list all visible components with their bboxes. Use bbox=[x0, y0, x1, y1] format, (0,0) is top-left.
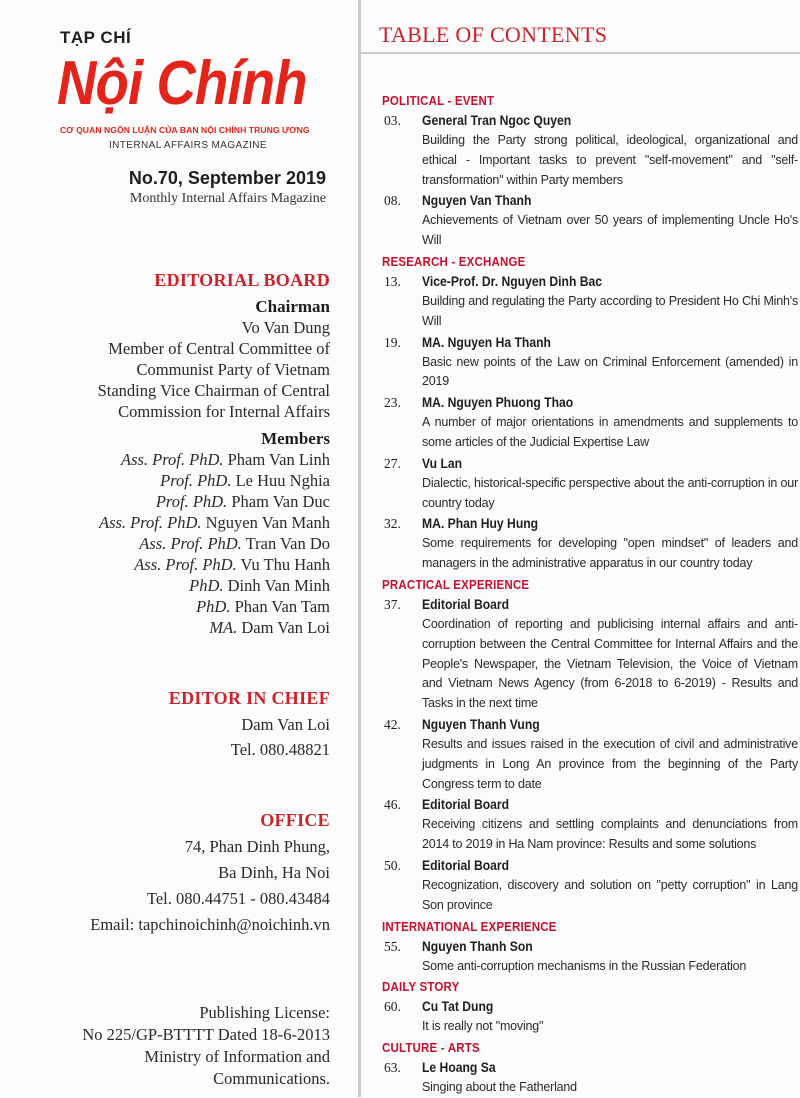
member-title: Ass. Prof. PhD. bbox=[120, 450, 224, 469]
chairman-label: Chairman bbox=[255, 297, 330, 316]
publishing-line: Communications. bbox=[213, 1069, 330, 1088]
toc-article-title: Dialectic, historical-specific perspective about the anti-corruption in our country today bbox=[422, 475, 798, 510]
toc-page-number: 27. bbox=[384, 455, 401, 471]
member-line bbox=[98, 596, 330, 617]
editor-in-chief-heading: EDITOR IN CHIEF bbox=[168, 688, 330, 708]
toc-category: RESEARCH - EXCHANGE bbox=[382, 254, 526, 269]
toc-entry[interactable] bbox=[382, 453, 798, 514]
member-name: Dam Van Loi bbox=[241, 618, 330, 637]
toc-page-number: 37. bbox=[384, 596, 401, 612]
toc-author: Le Hoang Sa bbox=[422, 1060, 496, 1076]
toc-entry[interactable] bbox=[382, 332, 798, 393]
toc-category: DAILY STORY bbox=[382, 980, 460, 995]
right-column bbox=[361, 0, 800, 1097]
toc-page-number: 03. bbox=[384, 113, 401, 128]
toc-entry[interactable] bbox=[382, 855, 798, 916]
toc-entry[interactable] bbox=[382, 392, 798, 453]
office-address-line: Ba Dinh, Ha Noi bbox=[218, 863, 330, 882]
toc-entry[interactable] bbox=[382, 996, 782, 1037]
toc-author: Cu Tat Dung bbox=[422, 999, 494, 1015]
office-tel: Tel. 080.44751 - 080.43484 bbox=[146, 889, 330, 908]
chairman-role: Member of Central Committee of bbox=[108, 339, 330, 358]
member-title: Prof. PhD. bbox=[155, 492, 228, 511]
toc-author: Nguyen Thanh Vung bbox=[422, 716, 540, 732]
toc-page-number: 50. bbox=[384, 857, 401, 873]
toc-article-title: Some anti-corruption mechanisms in the Russian Federation bbox=[422, 958, 747, 973]
office-heading: OFFICE bbox=[260, 810, 330, 830]
toc-category: INTERNATIONAL EXPERIENCE bbox=[382, 919, 557, 934]
chairman-name: Vo Van Dung bbox=[241, 318, 330, 337]
office-email[interactable]: Email: tapchinoichinh@noichinh.vn bbox=[90, 915, 330, 934]
toc-article-title: Coordination of reporting and publicising internal affairs and anti-corruption between the Central Committee for Internal Affairs and the People's Newspaper, the Vietnam Television, the Voice of Vietnam and Vietnam News Agency (from 6-2018 to 6-2019) - Results and Tasks in the next time bbox=[422, 616, 798, 711]
member-line bbox=[98, 554, 330, 575]
member-name: Pham Van Duc bbox=[231, 492, 330, 511]
editorial-board bbox=[98, 268, 330, 638]
toc-article-title: Recognization, discovery and solution on "petty corruption" in Lang Son province bbox=[422, 877, 798, 912]
member-name: Vu Thu Hanh bbox=[240, 555, 330, 574]
member-title: Ass. Prof. PhD. bbox=[139, 534, 242, 553]
chairman-role: Commission for Internal Affairs bbox=[118, 402, 330, 421]
toc-article-title: Some requirements for developing "open mindset" of leaders and managers in the administrative apparatus in our country today bbox=[422, 536, 798, 571]
toc-article-title: Basic new points of the Law on Criminal Enforcement (amended) in 2019 bbox=[422, 354, 798, 389]
members-label: Members bbox=[261, 429, 330, 448]
toc-title: TABLE OF CONTENTS bbox=[379, 22, 608, 47]
toc-entry[interactable] bbox=[382, 190, 798, 251]
toc-article-title: Receiving citizens and settling complaints and denunciations from 2014 to 2019 in Ha Nam province: Results and some solutions bbox=[422, 817, 798, 852]
toc-article-title: A number of major orientations in amendments and supplements to some articles of the Judicial Expertise Law bbox=[422, 415, 798, 449]
toc-article-title: Building the Party strong political, ideological, organizational and ethical - Important tasks to prevent "self-movement" and "self-transformation" within Party members bbox=[422, 133, 798, 187]
chairman-role: Communist Party of Vietnam bbox=[136, 360, 330, 379]
toc-article-title: Achievements of Vietnam over 50 years of implementing Uncle Ho's Will bbox=[422, 213, 798, 248]
toc-article-title: Singing about the Fatherland bbox=[422, 1080, 577, 1095]
toc-page-number: 55. bbox=[384, 938, 401, 954]
member-line bbox=[98, 533, 330, 554]
member-name: Pham Van Linh bbox=[227, 450, 330, 469]
toc-page-number: 63. bbox=[384, 1060, 401, 1076]
member-name: Nguyen Van Manh bbox=[205, 513, 330, 532]
member-line bbox=[98, 575, 330, 596]
magazine-english-name: INTERNAL AFFAIRS MAGAZINE bbox=[109, 140, 267, 151]
publishing-line: Publishing License: bbox=[199, 1003, 330, 1022]
editor-in-chief-name: Dam Van Loi bbox=[241, 715, 330, 734]
toc-author: Vu Lan bbox=[422, 455, 463, 471]
member-title: Prof. PhD. bbox=[160, 471, 232, 490]
office-address-line: 74, Phan Dinh Phung, bbox=[184, 837, 330, 856]
toc-entry[interactable] bbox=[382, 714, 798, 794]
toc-author: MA. Phan Huy Hung bbox=[422, 516, 539, 532]
toc-entry[interactable] bbox=[382, 936, 782, 977]
toc-entry[interactable] bbox=[382, 110, 798, 190]
toc-article-title: Results and issues raised in the execution of civil and administrative judgments in Long An province from the beginning of the Party Congress term to date bbox=[422, 736, 798, 791]
editor-in-chief bbox=[169, 686, 330, 762]
toc-author: MA. Nguyen Ha Thanh bbox=[422, 334, 551, 350]
toc-author: Editorial Board bbox=[422, 797, 510, 813]
toc-article-title: Building and regulating the Party according to President Ho Chi Minh's Will bbox=[422, 293, 798, 328]
member-name: Le Huu Nghia bbox=[235, 471, 330, 490]
toc-entry[interactable] bbox=[382, 594, 798, 714]
toc-category: CULTURE - ARTS bbox=[382, 1041, 480, 1056]
toc-page-number: 08. bbox=[384, 193, 401, 209]
toc-article-title: It is really not "moving" bbox=[422, 1019, 544, 1034]
member-name: Dinh Van Minh bbox=[227, 576, 330, 595]
member-line bbox=[98, 449, 330, 470]
masthead-prefix: TẠP CHÍ bbox=[60, 28, 132, 47]
issue-subtitle: Monthly Internal Affairs Magazine bbox=[129, 191, 326, 206]
toc-page-number: 60. bbox=[384, 999, 401, 1015]
toc-author: Nguyen Van Thanh bbox=[422, 193, 532, 209]
left-column bbox=[0, 0, 358, 1097]
member-title: PhD. bbox=[189, 576, 224, 595]
publishing-line: Ministry of Information and bbox=[144, 1047, 330, 1066]
member-title: MA. bbox=[209, 618, 238, 637]
toc-author: Editorial Board bbox=[422, 857, 510, 873]
toc-page-number: 13. bbox=[384, 273, 401, 289]
member-line bbox=[98, 617, 330, 638]
toc-entry[interactable] bbox=[382, 794, 798, 855]
member-title: Ass. Prof. PhD. bbox=[134, 555, 237, 574]
editor-in-chief-tel: Tel. 080.48821 bbox=[230, 740, 330, 759]
masthead-tagline: CƠ QUAN NGÔN LUẬN CỦA BAN NỘI CHÍNH TRUNG ƯƠNG bbox=[60, 125, 310, 135]
toc-author: Nguyen Thanh Son bbox=[422, 938, 533, 954]
toc-title-rule bbox=[361, 52, 800, 54]
member-name: Phan Van Tam bbox=[234, 597, 330, 616]
member-title: PhD. bbox=[196, 597, 231, 616]
toc-category: POLITICAL - EVENT bbox=[382, 94, 495, 108]
issue-number: No.70, September 2019 bbox=[128, 168, 326, 188]
toc-entry[interactable] bbox=[382, 1057, 782, 1098]
toc-author: Editorial Board bbox=[422, 596, 510, 612]
toc-category: PRACTICAL EXPERIENCE bbox=[382, 577, 530, 592]
chairman-role: Standing Vice Chairman of Central bbox=[97, 381, 330, 400]
table-of-contents bbox=[382, 90, 798, 1098]
toc-author: MA. Nguyen Phuong Thao bbox=[422, 395, 574, 411]
member-line bbox=[98, 470, 330, 491]
toc-page-number: 32. bbox=[384, 516, 401, 532]
toc-page-number: 46. bbox=[384, 797, 401, 813]
toc-author: General Tran Ngoc Quyen bbox=[422, 113, 572, 128]
member-line bbox=[98, 491, 330, 512]
toc-page-number: 19. bbox=[384, 334, 401, 350]
member-line bbox=[98, 512, 330, 533]
publishing-line: No 225/GP-BTTTT Dated 18-6-2013 bbox=[82, 1025, 330, 1044]
office bbox=[90, 808, 330, 938]
member-title: Ass. Prof. PhD. bbox=[99, 513, 202, 532]
toc-entry[interactable] bbox=[382, 513, 798, 574]
editorial-board-heading: EDITORIAL BOARD bbox=[154, 270, 330, 290]
member-name: Tran Van Do bbox=[245, 534, 330, 553]
publishing-license bbox=[82, 1002, 330, 1090]
toc-page-number: 42. bbox=[384, 716, 401, 732]
toc-author: Vice-Prof. Dr. Nguyen Dinh Bac bbox=[422, 273, 603, 289]
toc-page-number: 23. bbox=[384, 395, 401, 411]
toc-entry[interactable] bbox=[382, 271, 798, 332]
magazine-logo: Nội Chính bbox=[57, 49, 307, 118]
